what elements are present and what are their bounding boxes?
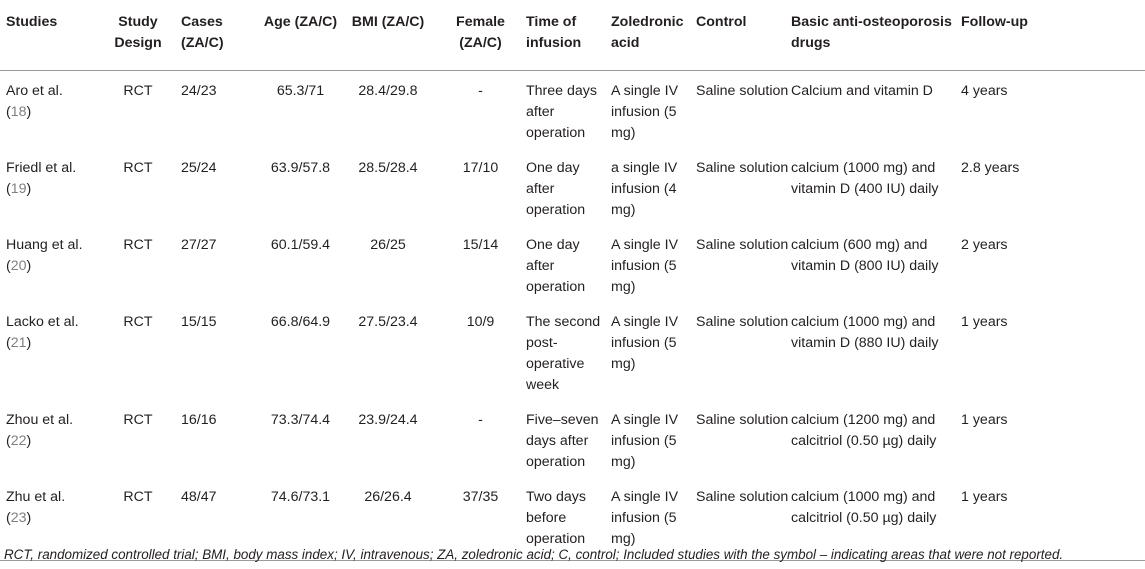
cell-design: RCT <box>123 237 153 253</box>
study-name: Huang et al. <box>6 237 83 253</box>
cell-zoledronic-acid: a single IV infusion (4 mg) <box>611 160 678 218</box>
study-name: Aro et al. <box>6 83 63 99</box>
cell-design: RCT <box>123 83 153 99</box>
table-row <box>0 227 1145 304</box>
cell-age: 60.1/59.4 <box>270 237 331 253</box>
cell-zoledronic-acid: A single IV infusion (5 mg) <box>611 237 679 295</box>
cell-female: - <box>478 412 483 428</box>
table-body <box>0 71 1145 561</box>
cell-control: Saline solution <box>696 314 789 330</box>
cell-time: Five–seven days after operation <box>526 412 599 470</box>
cell-follow-up: 4 years <box>961 83 1008 99</box>
cell-zoledronic-acid: A single IV infusion (5 mg) <box>611 83 679 141</box>
cell-study: Friedl et al. (19) <box>6 160 77 197</box>
table-row <box>0 304 1145 402</box>
cell-design: RCT <box>123 412 153 428</box>
cell-female: 10/9 <box>466 314 495 330</box>
cell-cases: 16/16 <box>181 412 217 428</box>
cell-female: 15/14 <box>462 237 499 253</box>
cell-cases: 48/47 <box>181 489 217 505</box>
cell-cases: 25/24 <box>181 160 217 176</box>
cell-study: Zhou et al. (22) <box>6 412 74 449</box>
header-cases: Cases (ZA/C) <box>181 14 224 51</box>
header-follow-up: Follow-up <box>961 14 1028 30</box>
cell-time: One day after operation <box>526 160 586 218</box>
cell-female: 17/10 <box>462 160 499 176</box>
cell-control: Saline solution <box>696 83 789 99</box>
cell-cases: 15/15 <box>181 314 217 330</box>
cell-zoledronic-acid: A single IV infusion (5 mg) <box>611 412 679 470</box>
header-female: Female (ZA/C) <box>456 14 505 51</box>
table-row <box>0 150 1145 227</box>
cell-bmi: 27.5/23.4 <box>358 314 418 330</box>
reference-link[interactable]: 18 <box>10 104 27 120</box>
header-row <box>0 0 1145 71</box>
cell-study: Zhu et al. (23) <box>6 489 66 526</box>
reference-link[interactable]: 23 <box>10 510 27 526</box>
header-control: Control <box>696 14 747 30</box>
header-basic-drugs: Basic anti-osteoporosis drugs <box>791 14 952 51</box>
cell-bmi: 23.9/24.4 <box>358 412 418 428</box>
cell-female: 37/35 <box>462 489 499 505</box>
table-row <box>0 71 1145 151</box>
cell-study: Huang et al. (20) <box>6 237 83 274</box>
header-time-of-infusion: Time of infusion <box>526 14 582 51</box>
cell-zoledronic-acid: A single IV infusion (5 mg) <box>611 489 679 547</box>
header-zoledronic-acid: Zoledronic acid <box>611 14 684 51</box>
study-name: Zhou et al. <box>6 412 74 428</box>
study-name: Friedl et al. <box>6 160 77 176</box>
reference-link[interactable]: 20 <box>10 258 27 274</box>
cell-time: One day after operation <box>526 237 586 295</box>
study-name: Lacko et al. <box>6 314 79 330</box>
cell-control: Saline solution <box>696 489 789 505</box>
cell-basic-drugs: calcium (1200 mg) and calcitriol (0.50 µg) daily <box>791 412 937 449</box>
cell-bmi: 28.5/28.4 <box>358 160 418 176</box>
cell-time: Two days before operation <box>526 489 586 547</box>
reference-link[interactable]: 19 <box>10 181 27 197</box>
cell-study: Lacko et al. (21) <box>6 314 79 351</box>
cell-follow-up: 2 years <box>961 237 1008 253</box>
table-row <box>0 402 1145 479</box>
cell-female: - <box>478 83 483 99</box>
cell-follow-up: 1 years <box>961 314 1008 330</box>
header-age: Age (ZA/C) <box>263 14 338 30</box>
cell-design: RCT <box>123 489 153 505</box>
cell-age: 63.9/57.8 <box>270 160 331 176</box>
cell-design: RCT <box>123 314 153 330</box>
cell-follow-up: 2.8 years <box>961 160 1020 176</box>
cell-basic-drugs: calcium (1000 mg) and calcitriol (0.50 µg) daily <box>791 489 937 526</box>
cell-control: Saline solution <box>696 160 789 176</box>
cell-age: 65.3/71 <box>276 83 325 99</box>
cell-basic-drugs: calcium (600 mg) and vitamin D (800 IU) daily <box>791 237 939 274</box>
cell-cases: 27/27 <box>181 237 217 253</box>
cell-time: The second post-operative week <box>526 314 601 393</box>
cell-study: Aro et al. (18) <box>6 83 63 120</box>
cell-design: RCT <box>123 160 153 176</box>
cell-zoledronic-acid: A single IV infusion (5 mg) <box>611 314 679 372</box>
cell-basic-drugs: calcium (1000 mg) and vitamin D (880 IU) daily <box>791 314 939 351</box>
cell-control: Saline solution <box>696 237 789 253</box>
header-bmi: BMI (ZA/C) <box>351 14 425 30</box>
cell-follow-up: 1 years <box>961 412 1008 428</box>
cell-age: 66.8/64.9 <box>270 314 331 330</box>
cell-control: Saline solution <box>696 412 789 428</box>
header-study-design: Study Design <box>114 14 162 51</box>
reference-link[interactable]: 21 <box>10 335 27 351</box>
cell-time: Three days after operation <box>526 83 597 141</box>
study-name: Zhu et al. <box>6 489 66 505</box>
cell-basic-drugs: calcium (1000 mg) and vitamin D (400 IU) daily <box>791 160 939 197</box>
cell-bmi: 26/26.4 <box>364 489 412 505</box>
header-studies: Studies <box>6 14 58 30</box>
table-footnote: RCT, randomized controlled trial; BMI, body mass index; IV, intravenous; ZA, zoledronic acid; C, control; Included studies with the symbol – indicating areas that were not reported. <box>4 547 1064 562</box>
cell-age: 73.3/74.4 <box>270 412 331 428</box>
cell-age: 74.6/73.1 <box>270 489 331 505</box>
cell-cases: 24/23 <box>181 83 217 99</box>
cell-bmi: 28.4/29.8 <box>358 83 418 99</box>
cell-follow-up: 1 years <box>961 489 1008 505</box>
cell-basic-drugs: Calcium and vitamin D <box>791 83 933 99</box>
reference-link[interactable]: 22 <box>10 433 27 449</box>
cell-bmi: 26/25 <box>370 237 406 253</box>
